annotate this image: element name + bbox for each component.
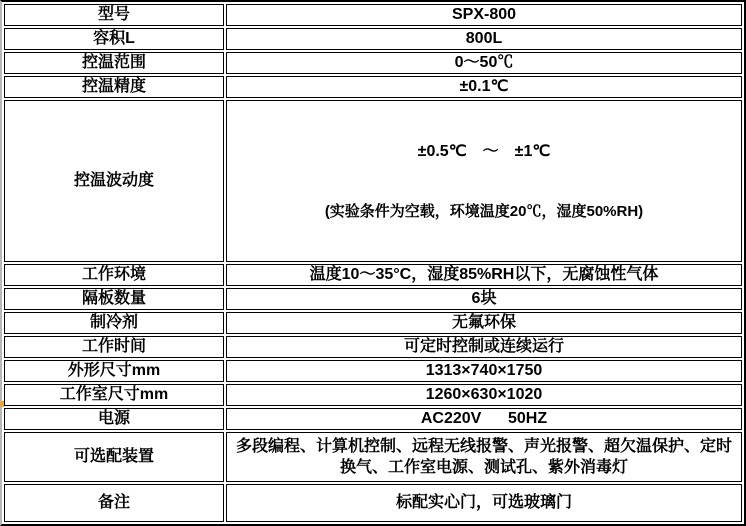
spec-value-temp-accuracy: ±0.1℃ bbox=[226, 76, 742, 98]
spec-label-working-environment: 工作环境 bbox=[4, 264, 224, 286]
spec-value-remarks: 标配实心门，可选玻璃门 bbox=[226, 484, 742, 522]
spec-row-temp-fluctuation bbox=[4, 100, 742, 262]
spec-row-exterior-dimensions bbox=[4, 360, 742, 382]
spec-value-temp-fluctuation bbox=[226, 100, 742, 262]
corner-artifact bbox=[0, 401, 4, 407]
spec-label-temp-accuracy: 控温精度 bbox=[4, 76, 224, 98]
spec-value-power-supply: AC220V 50HZ bbox=[226, 408, 742, 430]
spec-row-temp-range bbox=[4, 52, 742, 74]
spec-value-temp-range: 0～50℃ bbox=[226, 52, 742, 74]
spec-label-shelf-count: 隔板数量 bbox=[4, 288, 224, 310]
spec-row-power-supply bbox=[4, 408, 742, 430]
spec-label-chamber-dimensions: 工作室尺寸mm bbox=[4, 384, 224, 406]
spec-label-temp-fluctuation: 控温波动度 bbox=[4, 100, 224, 262]
spec-value-exterior-dimensions: 1313×740×1750 bbox=[226, 360, 742, 382]
spec-label-model: 型号 bbox=[4, 4, 224, 26]
spec-label-temp-range: 控温范围 bbox=[4, 52, 224, 74]
spec-row-chamber-dimensions bbox=[4, 384, 742, 406]
spec-row-optional-accessories bbox=[4, 432, 742, 482]
spec-label-working-time: 工作时间 bbox=[4, 336, 224, 358]
spec-value-chamber-dimensions: 1260×630×1020 bbox=[226, 384, 742, 406]
temp-fluctuation-note: (实验条件为空载，环境温度20℃，湿度50%RH) bbox=[324, 203, 644, 220]
spec-row-remarks bbox=[4, 484, 742, 522]
spec-value-working-time: 可定时控制或连续运行 bbox=[226, 336, 742, 358]
spec-label-refrigerant: 制冷剂 bbox=[4, 312, 224, 334]
spec-row-refrigerant bbox=[4, 312, 742, 334]
spec-value-capacity: 800L bbox=[226, 28, 742, 50]
spec-row-working-time bbox=[4, 336, 742, 358]
spec-label-optional-accessories: 可选配装置 bbox=[4, 432, 224, 482]
spec-label-capacity: 容积L bbox=[4, 28, 224, 50]
spec-row-model bbox=[4, 4, 742, 26]
spec-row-temp-accuracy bbox=[4, 76, 742, 98]
temp-fluctuation-value: ±0.5℃ ～ ±1℃ bbox=[417, 143, 551, 160]
spec-label-power-supply: 电源 bbox=[4, 408, 224, 430]
spec-row-shelf-count bbox=[4, 288, 742, 310]
spec-label-remarks: 备注 bbox=[4, 484, 224, 522]
spec-value-shelf-count: 6块 bbox=[226, 288, 742, 310]
spec-value-model: SPX-800 bbox=[226, 4, 742, 26]
spec-label-exterior-dimensions: 外形尺寸mm bbox=[4, 360, 224, 382]
spec-value-working-environment: 温度10～35°C，湿度85%RH以下，无腐蚀性气体 bbox=[226, 264, 742, 286]
spec-row-capacity bbox=[4, 28, 742, 50]
spec-value-optional-accessories: 多段编程、计算机控制、远程无线报警、声光报警、超欠温保护、定时换气、工作室电源、测试孔、紫外消毒灯 bbox=[226, 432, 742, 482]
spec-row-working-environment bbox=[4, 264, 742, 286]
spec-value-refrigerant: 无氟环保 bbox=[226, 312, 742, 334]
